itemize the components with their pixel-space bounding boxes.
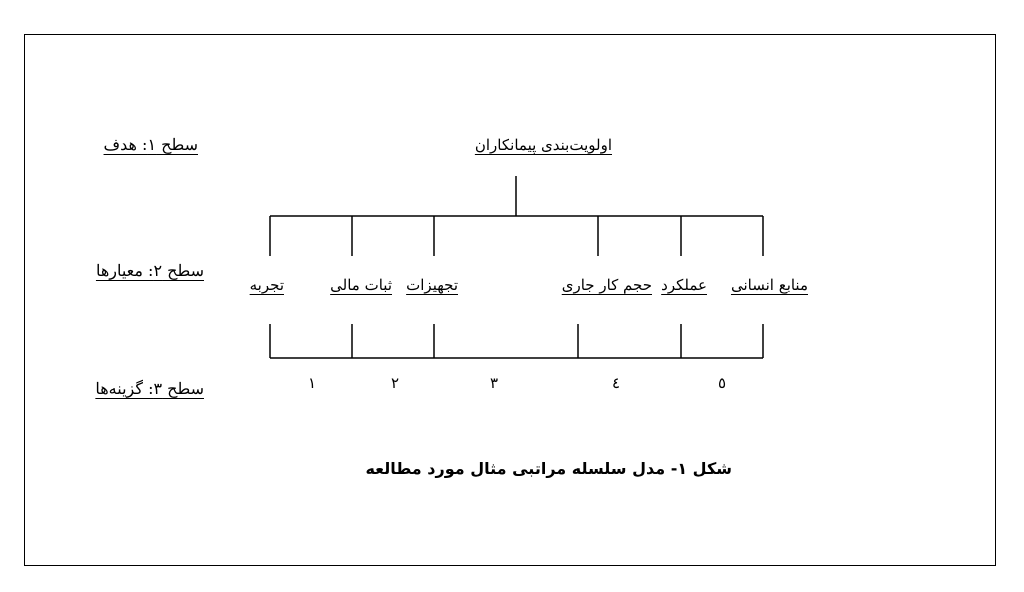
level-2-label: سطح ۲: معیارها: [95, 261, 204, 280]
criterion-financial-stability: ثبات مالی: [330, 276, 392, 294]
criterion-equipment: تجهیزات: [406, 276, 458, 294]
level-1-label: سطح ۱: هدف: [103, 135, 198, 154]
alternative-1: ۱: [308, 374, 317, 392]
criterion-human-resources: منابع انسانی: [730, 276, 808, 294]
criterion-current-workload: حجم کار جاری: [561, 276, 652, 294]
criterion-performance: عملکرد: [661, 276, 707, 294]
alternative-4: ٤: [612, 374, 621, 392]
level-3-label: سطح ۳: گزینه‌ها: [95, 379, 204, 398]
alternative-3: ۳: [490, 374, 499, 392]
figure-caption: شکل ۱- مدل سلسله مراتبی مثال مورد مطالعه: [365, 459, 732, 478]
alternative-2: ۲: [391, 374, 400, 392]
criterion-experience: تجربه: [249, 276, 284, 294]
goal-node: اولویت‌بندی پیمانکاران: [474, 136, 612, 154]
alternative-5: ٥: [718, 374, 727, 392]
